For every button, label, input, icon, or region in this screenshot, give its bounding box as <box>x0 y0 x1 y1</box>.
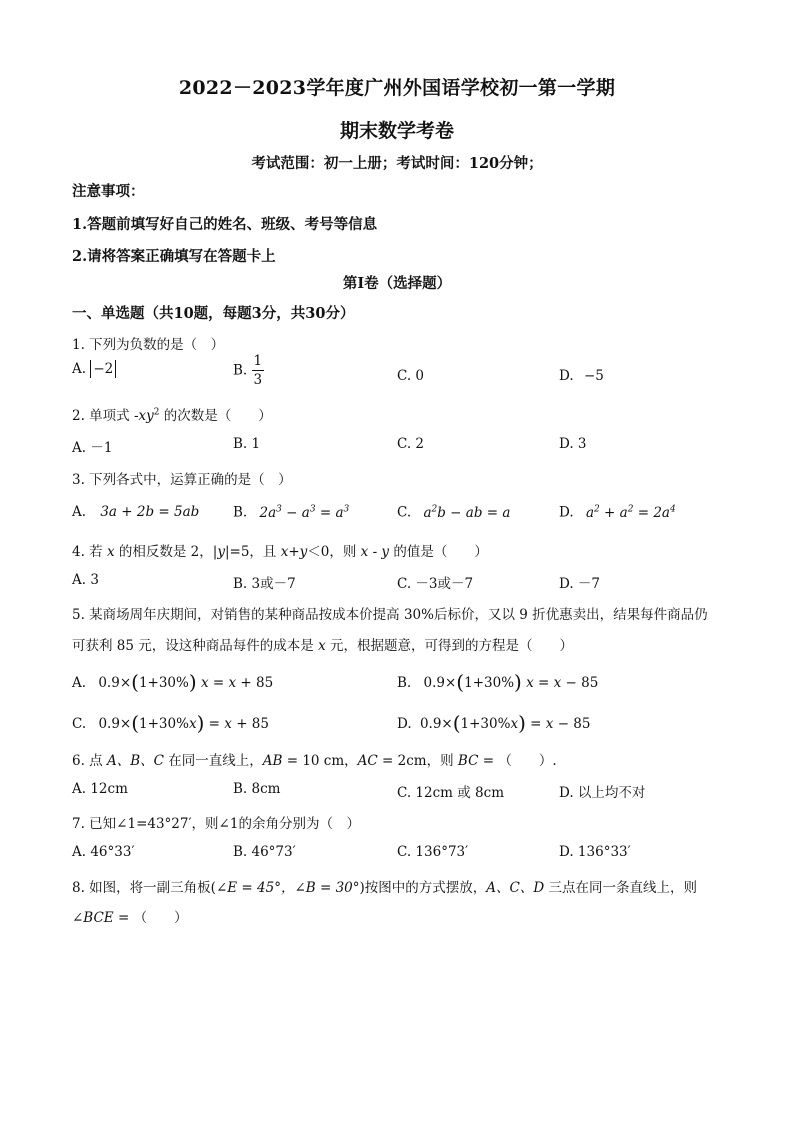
stem-text: 的值是（ ） <box>389 544 488 560</box>
section-heading: 一、单选题（共10题，每题3分，共30分） <box>72 305 355 322</box>
question-4-stem <box>72 540 488 560</box>
stem-text: 可获利 85 元，设这种商品每件的成本是 <box>72 638 319 654</box>
option-label: C. <box>72 716 87 732</box>
stem-text: = （ ） <box>113 910 188 926</box>
math-exponent: 2 <box>153 407 160 418</box>
question-5-option-c <box>72 711 269 735</box>
math-segment: BC <box>457 753 479 769</box>
math-angle: ∠BCE <box>72 910 114 926</box>
question-2-option-b: B. 1 <box>233 436 261 452</box>
question-3-option-a <box>72 504 199 520</box>
math-variable: x <box>106 544 115 560</box>
math-expression: $a^2 + a^2 = 2a^4$ <box>585 504 676 521</box>
stem-text: = 2cm，则 <box>377 753 458 769</box>
question-6-stem <box>72 749 557 769</box>
question-2-option-c: C. 2 <box>397 436 425 452</box>
question-6-option-c: C. 12cm 或 8cm <box>397 785 505 801</box>
stem-text: 在同一直线上， <box>163 753 263 769</box>
option-label: D. <box>559 368 574 384</box>
question-6-option-d: D. 以上均不对 <box>559 785 646 801</box>
question-7-option-c: C. 136°73′ <box>397 844 469 860</box>
question-4-option-a: A. 3 <box>72 572 99 588</box>
math-expression: x+y <box>280 544 308 560</box>
page-subtitle: 期末数学考卷 <box>339 120 454 142</box>
question-4-option-d: D. －7 <box>559 576 601 592</box>
question-2-option-d: D. 3 <box>559 436 587 452</box>
option-label: C. <box>397 504 412 521</box>
math-condition: ∠E = 45°，∠B = 30° <box>215 880 360 896</box>
math-expression: $a^2b$ − ab = a <box>423 504 511 521</box>
question-4-option-b: B. 3或－7 <box>233 576 296 592</box>
question-3-option-b <box>233 504 349 521</box>
question-3-stem: 3. 下列各式中，运算正确的是（ ） <box>72 472 292 488</box>
option-label: B. <box>233 504 248 521</box>
stem-text: |=5，且 <box>224 544 281 560</box>
math-segment: AB <box>262 753 283 769</box>
stem-text: 8. 如图，将一副三角板( <box>72 880 216 896</box>
question-1-option-d <box>559 368 604 384</box>
notes-heading: 注意事项： <box>72 183 145 200</box>
stem-text: 三点在同一条直线上，则 <box>544 880 697 896</box>
question-3-option-c <box>397 504 510 521</box>
math-expression: 0.9×(1+30%x) = x − 85 <box>419 711 591 735</box>
question-7-option-b: B. 46°73′ <box>233 844 296 860</box>
question-5-option-b <box>397 670 598 694</box>
question-1-option-c: C. 0 <box>397 368 425 384</box>
question-2-stem <box>72 404 272 424</box>
option-label: B. <box>397 675 412 691</box>
stem-text: ＜0，则 <box>307 544 361 560</box>
question-6-option-b: B. 8cm <box>233 781 281 797</box>
question-1-stem: 1. 下列为负数的是（ ） <box>72 337 225 353</box>
math-expression: 3a + 2b = 5ab <box>100 504 200 520</box>
math-variable: x <box>318 638 326 654</box>
option-label: A. <box>72 504 87 520</box>
stem-text: 6. 点 <box>72 753 107 769</box>
math-expression: 0.9×(1+30%x) = x + 85 <box>98 711 269 735</box>
volume-heading: 第I卷（选择题） <box>342 275 452 292</box>
stem-text: = （ ）. <box>478 753 557 769</box>
stem-text: 的次数是（ ） <box>159 408 272 424</box>
stem-text: )按图中的方式摆放， <box>359 880 487 896</box>
math-segment: AC <box>357 753 378 769</box>
option-label: B. <box>233 362 248 379</box>
question-1-option-b <box>233 352 264 389</box>
page-title: 2022－2023学年度广州外国语学校初一第一学期 <box>178 77 616 99</box>
stem-text: 2. 单项式 - <box>72 408 139 424</box>
fraction <box>252 352 265 389</box>
question-8-stem-line-2 <box>72 906 188 926</box>
question-4-option-c: C. －3或－7 <box>397 576 474 592</box>
stem-text: 4. 若 <box>72 544 107 560</box>
question-3-option-d <box>559 504 676 521</box>
question-5-option-a <box>72 670 273 694</box>
absolute-value: −2 <box>90 360 116 378</box>
question-1-option-a <box>72 360 116 378</box>
question-8-stem-line-1 <box>72 876 697 896</box>
math-points: A、C、D <box>486 880 545 896</box>
question-7-option-d: D. 136°33′ <box>559 844 631 860</box>
math-expression: $2a^3 - a^3 = a^3$ <box>259 504 350 521</box>
exam-scope: 考试范围：初一上册；考试时间：120分钟； <box>251 155 543 172</box>
option-label: D. <box>559 504 574 521</box>
stem-text: = 10 cm， <box>282 753 358 769</box>
math-variable: xy <box>138 408 154 424</box>
math-expression: 0.9×(1+30%) x = x + 85 <box>98 670 274 694</box>
math-variable: y <box>217 544 225 560</box>
option-value: −5 <box>583 368 604 384</box>
note-item-2: 2.请将答案正确填写在答题卡上 <box>72 248 276 265</box>
option-label: D. <box>397 716 412 732</box>
fraction-denominator: 3 <box>253 372 263 388</box>
option-label: A. <box>72 675 87 691</box>
math-expression: 0.9×(1+30%) x = x − 85 <box>423 670 599 694</box>
fraction-numerator: 1 <box>253 353 263 369</box>
option-label: A. <box>72 361 87 377</box>
math-points: A、B、C <box>106 753 164 769</box>
question-2-option-a: A. －1 <box>72 440 113 456</box>
question-6-option-a: A. 12cm <box>72 781 128 797</box>
stem-text: 元，根据题意，可得到的方程是（ ） <box>325 638 573 654</box>
question-5-stem-line-1: 5. 某商场周年庆期间，对销售的某种商品按成本价提高 30%后标价，又以 9 折优惠卖出，结果每件商品仍 <box>72 607 708 623</box>
stem-text: 的相反数是 2，| <box>114 544 218 560</box>
math-expression: x - y <box>360 544 390 560</box>
question-7-stem: 7. 已知∠1=43°27′，则∠1的余角分别为（ ） <box>72 816 360 832</box>
note-item-1: 1.答题前填写好自己的姓名、班级、考号等信息 <box>72 216 378 233</box>
question-5-stem-line-2 <box>72 634 573 654</box>
question-7-option-a: A. 46°33′ <box>72 844 135 860</box>
question-5-option-d <box>397 711 590 735</box>
